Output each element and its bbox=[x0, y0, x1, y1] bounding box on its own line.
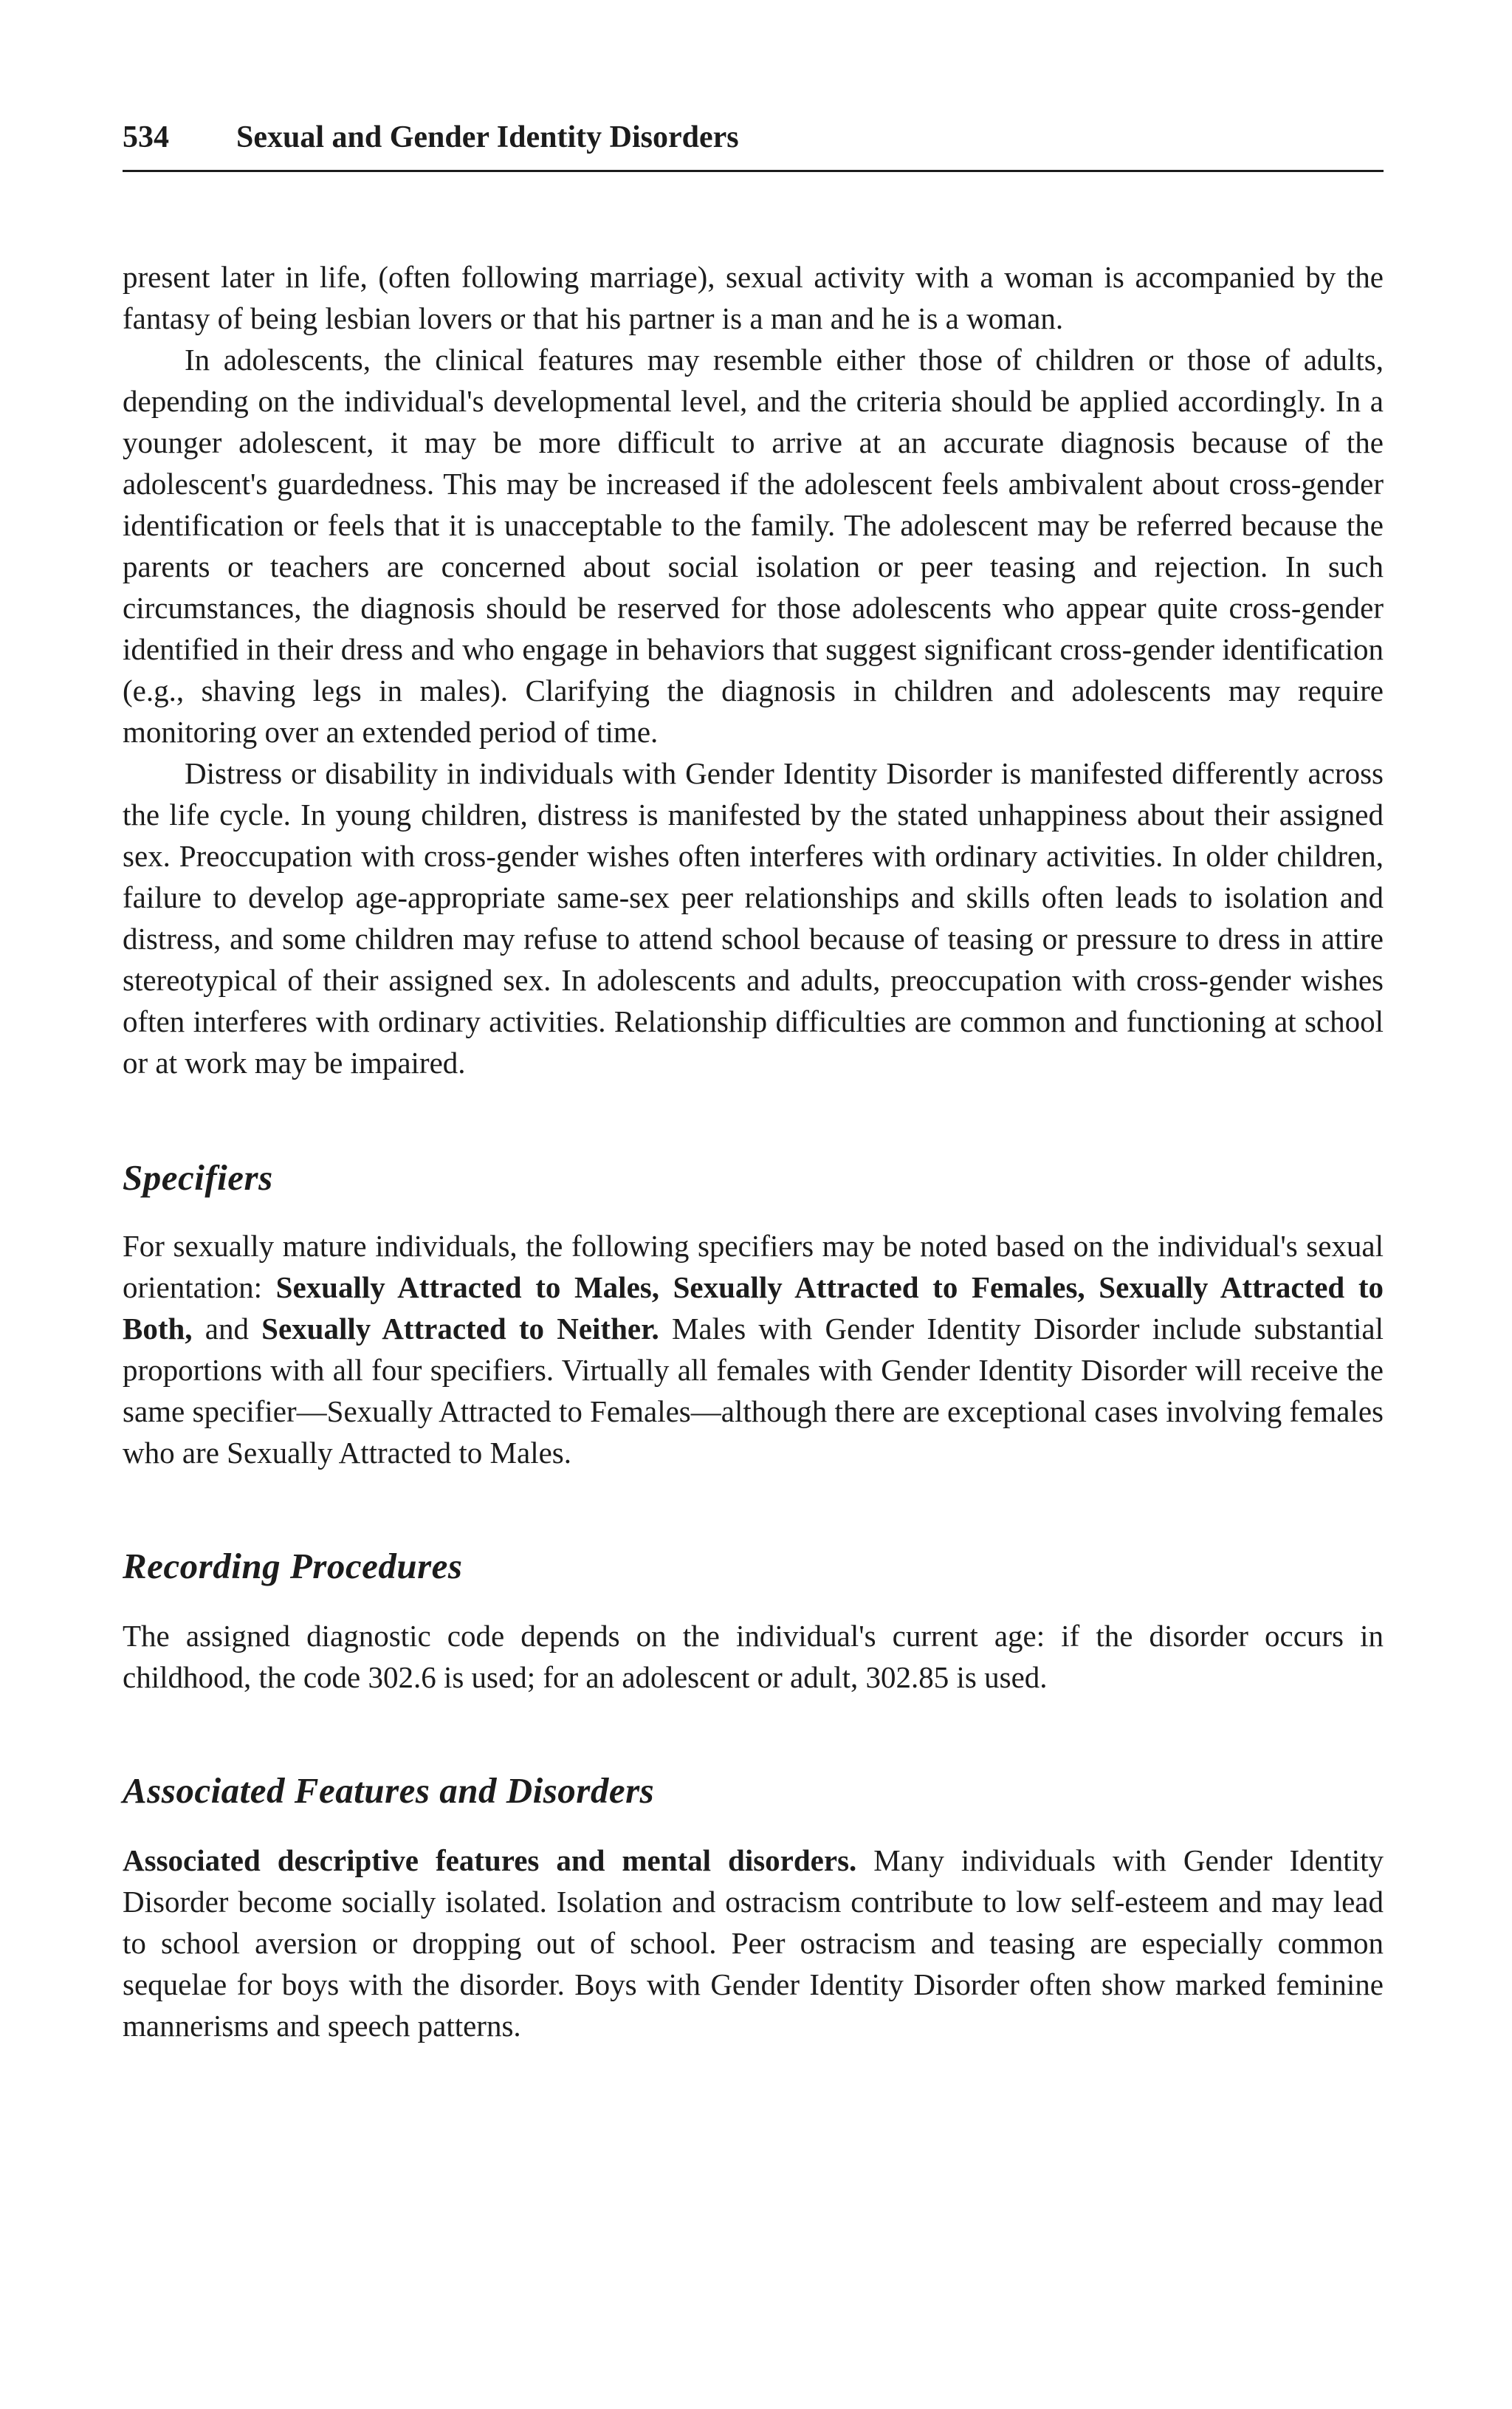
specifier-both: Sexually Attracted to Both, bbox=[123, 1270, 1384, 1346]
paragraph-associated bbox=[123, 1840, 1384, 2046]
paragraph-recording: The assigned diagnostic code depends on the individual's current age: if the disorder occurs in childhood, the code 302.6 is used; for an adolescent or adult, 302.85 is used. bbox=[123, 1619, 1384, 1694]
paragraph-adolescents: In adolescents, the clinical features may resemble either those of children or those of adults, depending on the individual's developmental level, and the criteria should be applied accordingly. In a younger adolescent, it may be more difficult to arrive at an accurate diagnosis because of the adolescent's guardedness. This may be increased if the adolescent feels ambivalent about cross-gender identification or feels that it is unacceptable to the family. The adolescent may be referred because the parents or teachers are concerned about social isolation or peer teasing and rejection. In such circumstances, the diagnosis should be reserved for those adolescents who appear quite cross-gender identified in their dress and who engage in behaviors that suggest significant cross-gender identification (e.g., shaving legs in males). Clarifying the diagnosis in children and adolescents may require monitoring over an extended period of time. bbox=[123, 343, 1384, 749]
specifier-neither: Sexually Attracted to Neither. bbox=[261, 1312, 659, 1346]
specifiers-rest: Males with Gender Identity Disorder include substantial proportions with all four specifiers. Virtually all females with Gender Identity Disorder will receive the same specifier—Sexually Attracted to Females—although there are exceptional cases involving females who are Sexually Attracted to Males. bbox=[123, 1312, 1384, 1470]
running-title: Sexual and Gender Identity Disorders bbox=[236, 120, 739, 154]
page-number: 534 bbox=[123, 120, 169, 154]
specifier-females: Sexually Attracted to Females, bbox=[673, 1270, 1085, 1304]
paragraph-continuation: present later in life, (often following marriage), sexual activity with a woman is accompanied by the fantasy of being lesbian lovers or that his partner is a man and he is a woman. bbox=[123, 260, 1384, 335]
paragraph-specifiers bbox=[123, 1225, 1384, 1473]
associated-text: Many individuals with Gender Identity Disorder become socially isolated. Isolation and ostracism contribute to low self-esteem and may lead to school aversion or dropping out of school. Peer ostracism and teasing are especially common sequelae for boys with the disorder. Boys with Gender Identity Disorder often show marked feminine mannerisms and speech patterns. bbox=[123, 1843, 1384, 2043]
specifiers-and: and bbox=[192, 1312, 262, 1346]
document-page bbox=[123, 0, 1384, 2409]
section-heading-specifiers: Specifiers bbox=[123, 1157, 273, 1198]
running-head bbox=[123, 117, 1384, 158]
section-heading-recording: Recording Procedures bbox=[123, 1546, 463, 1586]
specifiers-intro: For sexually mature individuals, the following specifiers may be noted based on the individual's sexual orientation: bbox=[123, 1229, 1384, 1304]
specifier-males: Sexually Attracted to Males, bbox=[275, 1270, 659, 1304]
paragraph-distress: Distress or disability in individuals with Gender Identity Disorder is manifested differently across the life cycle. In young children, distress is manifested by the stated unhappiness about their assigned sex. Preoccupation with cross-gender wishes often interferes with ordinary activities. In older children, failure to develop age-appropriate same-sex peer relationships and skills often leads to isolation and distress, and some children may refuse to attend school because of teasing or pressure to dress in attire stereotypical of their assigned sex. In adolescents and adults, preoccupation with cross-gender wishes often interferes with ordinary activities. Relationship difficulties are common and functioning at school or at work may be impaired. bbox=[123, 756, 1384, 1080]
body-text bbox=[123, 256, 1384, 2046]
associated-lead: Associated descriptive features and mental disorders. bbox=[123, 1843, 857, 1877]
section-heading-associated: Associated Features and Disorders bbox=[123, 1770, 655, 1811]
header-rule bbox=[123, 170, 1384, 172]
